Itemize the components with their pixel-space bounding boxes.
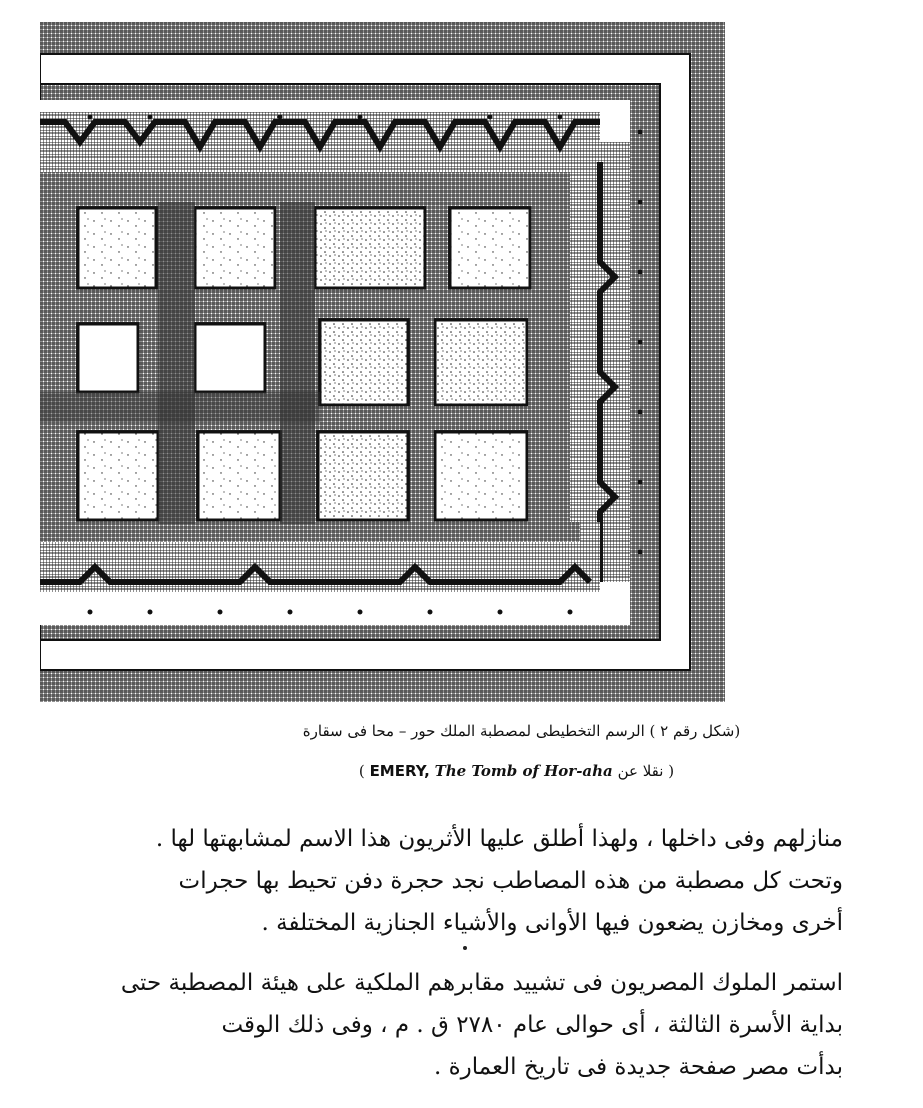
facade-niches-top — [40, 112, 600, 202]
facade-niches-bottom — [40, 522, 600, 592]
paragraph-line: منازلهم وفى داخلها ، ولهذا أطلق عليها الأثريون هذا الاسم لمشابهتها لها . — [155, 826, 843, 852]
paragraph-line: أخرى ومخازن يضعون فيها الأوانى والأشياء الجنازية المختلفة . — [261, 910, 843, 936]
paragraph-line: بداية الأسرة الثالثة ، أى حوالى عام ٢٧٨٠ ق . م ، وفى ذلك الوقت — [221, 1012, 843, 1038]
figure-caption: (شكل رقم ٢ ) الرسم التخطيطى لمصطبة الملك حور – محا فى سقارة — [302, 722, 741, 740]
source-arabic: نقلا عن — [617, 762, 664, 780]
source-title: The Tomb of Hor-aha — [434, 762, 613, 780]
separator-dot — [463, 946, 467, 950]
chamber-grid — [40, 202, 570, 524]
paragraph-2 — [120, 962, 843, 1088]
figure-source — [0, 762, 923, 780]
paragraph-1 — [143, 818, 843, 944]
paragraph-line: وتحت كل مصطبة من هذه المصاطب نجد حجرة دفن تحيط بها حجرات — [178, 868, 843, 894]
facade-niches-right — [570, 142, 630, 582]
source-author: EMERY, — [369, 762, 430, 780]
paragraph-line: استمر الملوك المصريون فى تشييد مقابرهم الملكية على هيئة المصطبة حتى — [120, 970, 843, 996]
source-close: ) — [668, 762, 675, 780]
source-open: ( — [358, 762, 365, 780]
paragraph-line: بدأت مصر صفحة جديدة فى تاريخ العمارة . — [433, 1054, 843, 1080]
mastaba-plan-figure — [40, 22, 725, 702]
